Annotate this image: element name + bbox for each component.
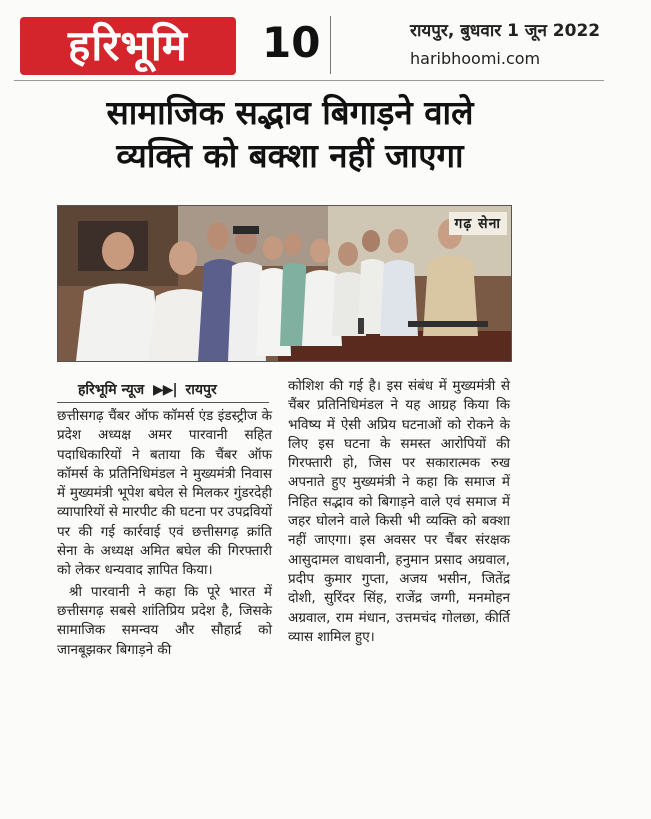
masthead-divider bbox=[330, 16, 331, 74]
headline-line-2: व्यक्ति को बक्शा नहीं जाएगा bbox=[116, 136, 464, 175]
byline bbox=[78, 380, 217, 399]
photo-sign-text: गढ़ सेना bbox=[449, 212, 508, 235]
headline bbox=[40, 92, 540, 178]
masthead-rule bbox=[14, 80, 604, 81]
fast-forward-icon: ▶▶| bbox=[153, 382, 177, 398]
article-paragraph: छत्तीसगढ़ चैंबर ऑफ कॉमर्स एंड इंडस्ट्रीज के प्रदेश अध्यक्ष अमर पारवानी सहित पदाधिकारियों ने बताया कि चैंबर ऑफ कॉमर्स के प्रतिनिधिमंडल ने मुख्यमंत्री निवास में मुख्यमंत्री भूपेश बघेल से मिलकर गुंडरदेही व्यापारियों से मारपीट की घटना पर उपद्रवियों पर की गई कार्रवाई एवं छत्तीसगढ़ क्रांति सेना के अध्यक्ष अमित बघेल की गिरफ्तारी को लेकर धन्यवाद ज्ञापित किया। bbox=[57, 408, 272, 579]
headline-line-1: सामाजिक सद्भाव बिगाड़ने वाले bbox=[106, 93, 474, 132]
page-number: 10 bbox=[262, 18, 321, 67]
logo-text: हरिभूमि bbox=[68, 21, 188, 70]
byline-source: हरिभूमि न्यूज bbox=[78, 382, 145, 398]
article-paragraph: श्री पारवानी ने कहा कि पूरे भारत में छत्तीसगढ़ सबसे शांतिप्रिय प्रदेश है, जिसके सामाजिक समन्वय और सौहार्द्र को जानबूझकर बिगाड़ने की bbox=[57, 583, 272, 658]
byline-rule bbox=[57, 402, 269, 403]
byline-place: रायपुर bbox=[185, 382, 217, 398]
date-line: रायपुर, बुधवार 1 जून 2022 bbox=[410, 21, 601, 41]
website-text: haribhoomi.com bbox=[410, 49, 541, 68]
group-photo bbox=[57, 205, 512, 362]
article-column-right bbox=[288, 377, 510, 647]
group-photo-illustration bbox=[58, 206, 511, 361]
article-paragraph: कोशिश की गई है। इस संबंध में मुख्यमंत्री से चैंबर प्रतिनिधिमंडल ने यह आग्रह किया कि भविष्य में ऐसी अप्रिय घटनाओं को रोकने के लिए इस घटना के समस्त आरोपियों की गिरफ्तारी हो, जिस पर सकारात्मक रुख अपनाते हुए मुख्यमंत्री ने कहा कि समाज में निहित सद्भाव को बिगाड़ने वाले एवं समाज में जहर घोलने वाले किसी भी व्यक्ति को बक्शा नहीं जाएगा। इस अवसर पर चैंबर संरक्षक आसुदामल वाधवानी, हनुमान प्रसाद अग्रवाल, प्रदीप कुमार गुप्ता, अजय भसीन, जितेंद्र दोशी, सुरिंदर सिंह, राजेंद्र जग्गी, मनमोहन अग्रवाल, राम मंधान, उत्तमचंद गोलछा, कीर्ति व्यास शामिल हुए। bbox=[288, 378, 510, 645]
article-column-left bbox=[57, 407, 272, 660]
haribhoomi-logo bbox=[20, 17, 236, 75]
